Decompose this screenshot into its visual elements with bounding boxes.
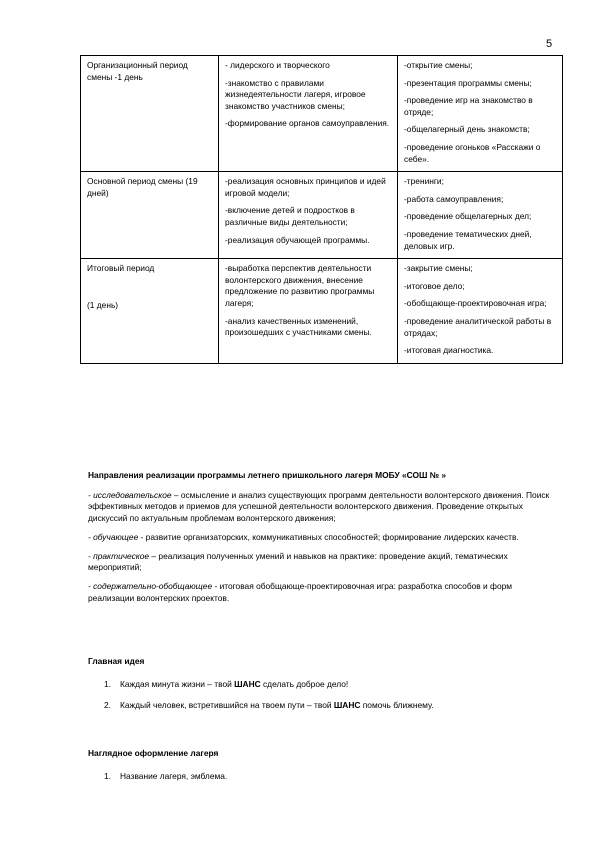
item-text: Название лагеря, эмблема. [120,771,228,782]
main-idea-item [88,700,558,711]
table-row [81,172,563,259]
task-item: -формирование органов самоуправления. [225,118,390,129]
direction-item [88,551,558,573]
period-cell [81,56,219,172]
item-number: 1. [104,771,111,782]
decoration-heading: Наглядное оформление лагеря [88,748,219,758]
main-idea-list [88,679,558,711]
direction-text: – осмысление и анализ существующих программ деятельности волонтерского движения. Поиск эффективных методов и приемов для успешной деятельности волонтерского движения. Проведение открытых дискуссий по актуальным проблемам волонтерского движения; [88,490,550,523]
direction-text: – реализация полученных умений и навыков на практике: проведение акций, тематических мероприятий; [88,551,508,573]
activity-item: -проведение огоньков «Расскажи о себе». [404,141,541,164]
activity-item: -закрытие смены; [404,263,473,274]
direction-term: - практическое [88,551,150,562]
period-cell [81,259,219,364]
table-row [81,56,563,172]
activity-item: -проведение игр на знакомство в отряде; [404,95,533,117]
task-item: -реализация основных принципов и идей игровой модели; [225,176,386,198]
activities-cell [398,56,563,172]
item-text: помочь ближнему. [360,700,434,711]
main-idea-heading: Главная идея [88,656,145,666]
direction-item [88,490,558,524]
decoration-item [88,771,558,782]
period-title: Организационный период смены -1 день [87,60,188,82]
activity-item: -проведение аналитической работы в отрядах; [404,315,552,338]
directions-heading: Направления реализации программы летнего пришкольного лагеря МОБУ «СОШ № » [88,470,447,480]
task-item: -знакомство с правилами жизнедеятельности лагеря, игровое знакомство участников смены; [225,77,366,111]
item-emphasis: ШАНС [234,679,261,690]
activity-item: -презентация программы смены; [404,77,532,88]
task-item: - лидерского и творческого [225,60,330,70]
direction-term: - исследовательское [88,490,172,501]
direction-term: - обучающее [88,531,139,542]
decoration-list [88,771,558,782]
direction-term: - содержательно-обобщающее [88,581,213,592]
activity-item: -итоговая диагностика. [404,345,494,356]
item-number: 1. [104,679,111,690]
activity-item: -общелагерный день знакомств; [404,124,530,135]
item-text: Каждый человек, встретившийся на твоем пути – твой [120,700,334,711]
page-number: 5 [546,38,553,50]
activity-item: -обобщающе-проектировочная игра; [404,298,547,309]
main-idea-item [88,679,558,690]
activity-item: -тренинги; [404,176,444,187]
tasks-cell [219,259,398,364]
tasks-cell [219,56,398,172]
activity-item: -проведение тематических дней, деловых игр. [404,228,532,251]
task-item: -реализация обучающей программы. [225,234,370,245]
activity-item: -работа самоуправления; [404,193,504,204]
direction-item [88,581,558,603]
task-item: -анализ качественных изменений, произошедших с участниками смены. [225,315,372,338]
task-item: -включение детей и подростков в различные виды деятельности; [225,205,355,227]
direction-text: - развитие организаторских, коммуникативных способностей; формирование лидерских качеств. [138,531,519,542]
tasks-cell [219,172,398,259]
period-cell [81,172,219,259]
activities-cell [398,172,563,259]
task-item: -выработка перспектив деятельности волонтерского движения, внесение предложение по развитию программы лагеря; [225,263,375,308]
activity-item: -проведение общелагерных дел; [404,211,532,222]
decoration-section [88,748,558,782]
item-text: Каждая минута жизни – твой [120,679,235,690]
direction-item [88,532,558,543]
directions-list [88,490,558,604]
period-title: Основной период смены (19 дней) [87,176,198,198]
directions-section [88,470,558,604]
period-duration: (1 день) [87,299,119,310]
activities-cell [398,259,563,364]
period-title: Итоговый период [87,263,155,274]
activity-item: -открытие смены; [404,60,473,70]
direction-text: - итоговая обобщающе-проектировочная игра: разработка способов и форм реализации волонтерских проектов. [88,581,513,603]
activity-item: -итоговое дело; [404,280,465,291]
item-emphasis: ШАНС [333,700,361,711]
item-text: сделать доброе дело! [260,679,349,690]
camp-periods-table [80,55,563,364]
item-number: 2. [104,700,111,711]
table-row [81,259,563,364]
main-idea-section [88,656,558,712]
